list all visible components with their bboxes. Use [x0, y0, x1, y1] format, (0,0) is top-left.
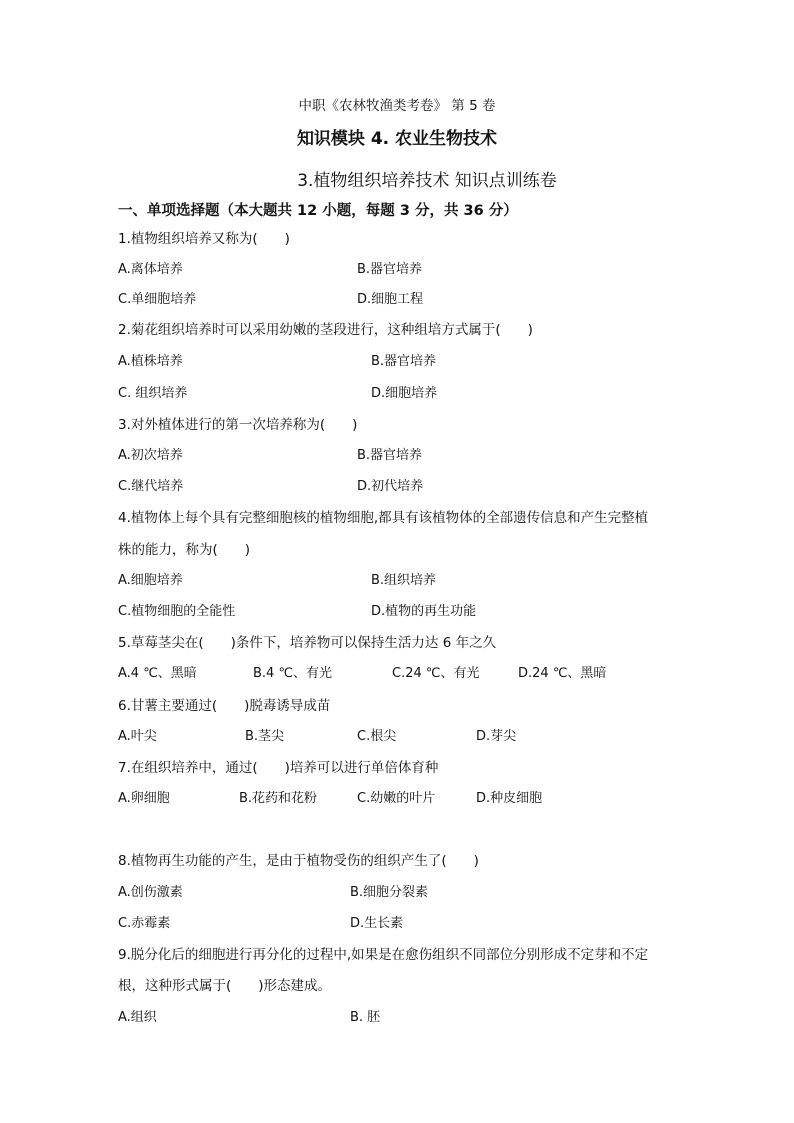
option-d: D.芽尖	[476, 729, 517, 744]
section-heading: 一、单项选择题（本大题共 12 小题，每题 3 分，共 36 分）	[118, 203, 518, 219]
option-b: B. 胚	[350, 1010, 381, 1025]
option-b: B.器官培养	[371, 354, 437, 369]
option-a: A.叶尖	[118, 729, 157, 744]
option-d: D.初代培养	[357, 479, 424, 494]
option-a: A.离体培养	[118, 262, 183, 277]
option-b: B.茎尖	[245, 729, 285, 744]
option-c: C.单细胞培养	[118, 292, 197, 307]
option-d: D.细胞工程	[357, 292, 424, 307]
option-c: C.植物细胞的全能性	[118, 604, 236, 619]
question-stem-continued: 根，这种形式属于( )形态建成。	[118, 978, 332, 994]
question-stem: 9.脱分化后的细胞进行再分化的过程中,如果是在愈伤组织不同部位分别形成不定芽和不定	[118, 947, 649, 963]
option-b: B.器官培养	[357, 448, 423, 463]
question-stem: 1.植物组织培养又称为( )	[118, 231, 290, 247]
option-d: D.细胞培养	[371, 386, 438, 401]
option-d: D.种皮细胞	[476, 791, 543, 806]
option-a: A.初次培养	[118, 448, 183, 463]
option-c: C.根尖	[357, 729, 397, 744]
option-d: D.植物的再生功能	[371, 604, 477, 619]
option-d: D.24 ℃、黑暗	[518, 666, 607, 681]
question-stem: 2.菊花组织培养时可以采用幼嫩的茎段进行，这种组培方式属于( )	[118, 322, 533, 338]
question-stem: 7.在组织培养中，通过( )培养可以进行单倍体育种	[118, 760, 439, 776]
module-title: 知识模块 4. 农业生物技术	[296, 129, 498, 149]
option-b: B.4 ℃、有光	[253, 666, 333, 681]
option-a: A.创伤激素	[118, 885, 183, 900]
option-a: A.植株培养	[118, 354, 183, 369]
option-a: A.细胞培养	[118, 573, 183, 588]
option-c: C.继代培养	[118, 479, 184, 494]
option-b: B.细胞分裂素	[350, 885, 429, 900]
option-a: A.卵细胞	[118, 791, 170, 806]
option-c: C.幼嫩的叶片	[357, 791, 436, 806]
option-b: B.花药和花粉	[239, 791, 318, 806]
question-stem-continued: 株的能力，称为( )	[118, 542, 251, 558]
option-a: A.4 ℃、黑暗	[118, 666, 197, 681]
option-c: C.赤霉素	[118, 916, 171, 931]
exam-series-line: 中职《农林牧渔类考卷》 第 5 卷	[298, 98, 496, 114]
question-stem: 6.甘薯主要通过( )脱毒诱导成苗	[118, 698, 331, 714]
option-a: A.组织	[118, 1010, 157, 1025]
question-stem: 5.草莓茎尖在( )条件下，培养物可以保持生活力达 6 年之久	[118, 635, 497, 651]
option-c: C. 组织培养	[118, 386, 188, 401]
question-stem: 3.对外植体进行的第一次培养称为( )	[118, 417, 358, 433]
question-stem: 4.植物体上每个具有完整细胞核的植物细胞,都具有该植物体的全部遗传信息和产生完整植	[118, 510, 649, 526]
question-stem: 8.植物再生功能的产生，是由于植物受伤的组织产生了( )	[118, 853, 479, 869]
option-b: B.器官培养	[357, 262, 423, 277]
option-b: B.组织培养	[371, 573, 437, 588]
option-c: C.24 ℃、有光	[392, 666, 480, 681]
paper-subtitle: 3.植物组织培养技术 知识点训练卷	[297, 171, 557, 191]
option-d: D.生长素	[350, 916, 404, 931]
